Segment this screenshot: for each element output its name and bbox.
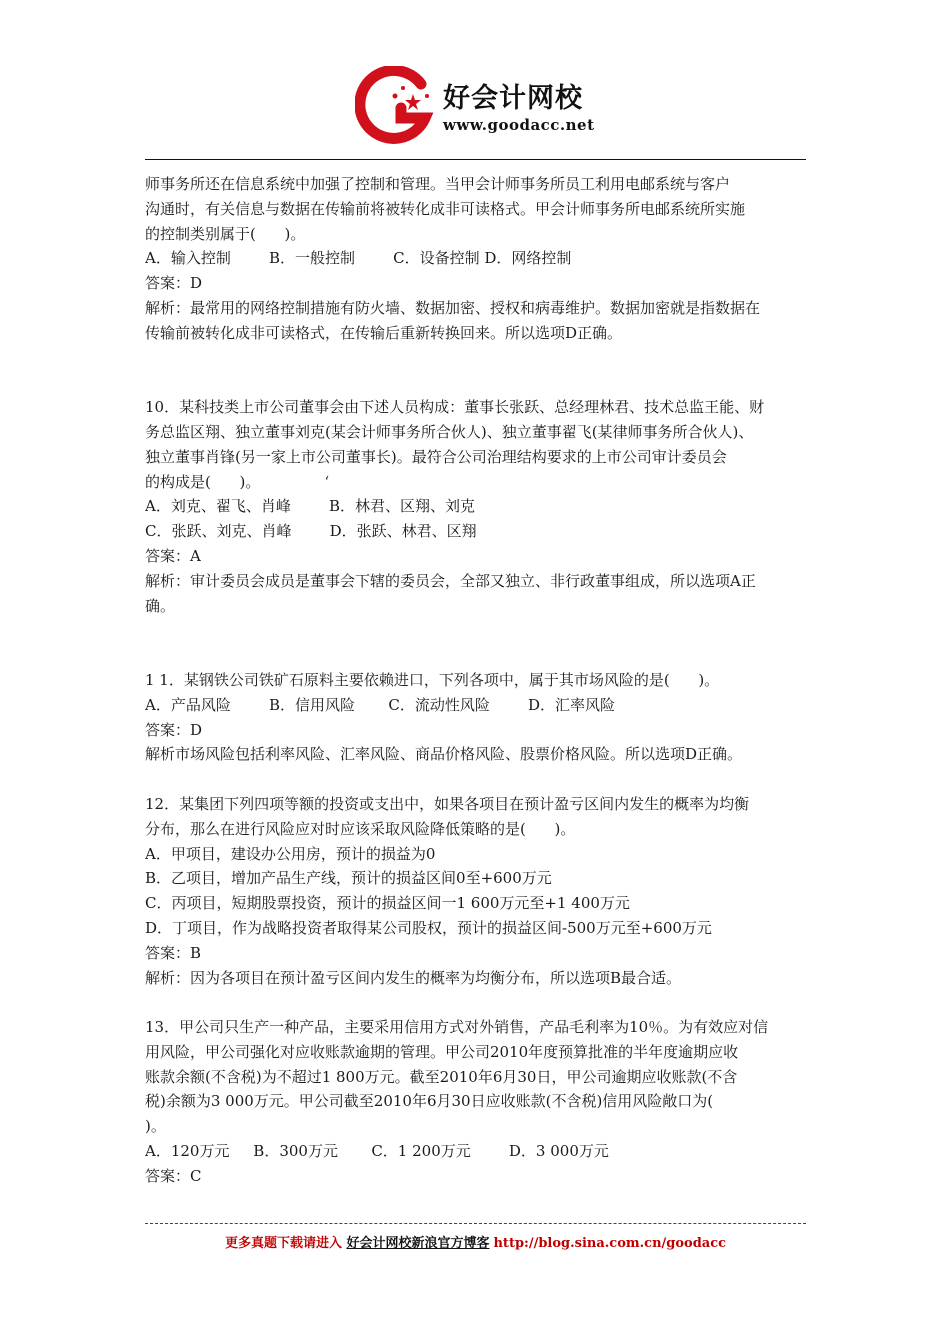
question-10-text: 的构成是( )。 bbox=[145, 472, 261, 491]
options-line: A．输入控制 B．一般控制 C．设备控制 D．网络控制 bbox=[145, 249, 572, 268]
explanation-line: 确。 bbox=[145, 596, 176, 615]
question-10-line: 10．某科技类上市公司董事会由下述人员构成：董事长张跃、总经理林君、技术总监王能、财 bbox=[145, 398, 765, 417]
brand-url: www.goodacc.net bbox=[443, 116, 595, 134]
question-13-line: 税)余额为3 000万元。甲公司截至2010年6月30日应收账款(不含税)信用风险敞口为( bbox=[145, 1092, 714, 1111]
option-line: A．甲项目，建设办公用房，预计的损益为0 bbox=[145, 844, 436, 863]
option-line: D．丁项目，作为战略投资者取得某公司股权，预计的损益区间-500万元至+600万元 bbox=[145, 918, 712, 937]
option-line: B．乙项目，增加产品生产线，预计的损益区间0至+600万元 bbox=[145, 869, 552, 888]
question-content bbox=[145, 172, 810, 1189]
question-13-line: 13．甲公司只生产一种产品，主要采用信用方式对外销售，产品毛利率为10％。为有效应对信 bbox=[145, 1018, 769, 1037]
blog-link[interactable]: 好会计网校新浪官方博客 bbox=[346, 1236, 490, 1251]
spacer bbox=[145, 346, 810, 396]
question-13-line: 用风险，甲公司强化对应收账款逾期的管理。甲公司2010年度预算批准的半年度逾期应收 bbox=[145, 1042, 739, 1061]
answer-line: 答案：A bbox=[145, 546, 201, 565]
option-line: C．丙项目，短期股票投资，预计的损益区间一1 600万元至+1 400万元 bbox=[145, 894, 630, 913]
question-10-line bbox=[145, 470, 810, 495]
options-line: A．刘克、翟飞、肖峰 B．林君、区翔、刘克 bbox=[145, 497, 476, 516]
question-11-line: 1 1．某钢铁公司铁矿石原料主要依赖进口，下列各项中，属于其市场风险的是( )。 bbox=[145, 670, 720, 689]
stray-mark: ‘ bbox=[324, 472, 330, 491]
page-footer bbox=[145, 1232, 806, 1251]
explanation-line: 解析市场风险包括利率风险、汇率风险、商品价格风险、股票价格风险。所以选项D正确。 bbox=[145, 745, 743, 764]
goodacc-logo-icon bbox=[355, 66, 439, 144]
header-divider bbox=[145, 159, 806, 160]
question-10-line: 独立董事肖锋(另一家上市公司董事长)。最符合公司治理结构要求的上市公司审计委员会 bbox=[145, 447, 727, 466]
spacer bbox=[145, 990, 810, 1015]
options-line: A．120万元 B．300万元 C．1 200万元 D．3 000万元 bbox=[145, 1142, 609, 1161]
text-line: 沟通时，有关信息与数据在传输前将被转化成非可读格式。甲会计师事务所电邮系统所实施 bbox=[145, 199, 746, 218]
question-12-line: 12．某集团下列四项等额的投资或支出中，如果各项目在预计盈亏区间内发生的概率为均衡 bbox=[145, 794, 750, 813]
options-line: C．张跃、刘克、肖峰 D．张跃、林君、区翔 bbox=[145, 522, 477, 541]
options-line: A．产品风险 B．信用风险 C．流动性风险 D．汇率风险 bbox=[145, 695, 616, 714]
question-13-line: )。 bbox=[145, 1117, 166, 1136]
answer-line: 答案：D bbox=[145, 720, 203, 739]
question-10-line: 务总监区翔、独立董事刘克(某会计师事务所合伙人)、独立董事翟飞(某律师事务所合伙人)、 bbox=[145, 422, 754, 441]
question-12-line: 分布，那么在进行风险应对时应该采取风险降低策略的是( )。 bbox=[145, 819, 576, 838]
page-header bbox=[355, 66, 615, 146]
brand-name: 好会计网校 bbox=[443, 83, 583, 114]
blog-url[interactable]: http://blog.sina.com.cn/goodacc bbox=[493, 1236, 727, 1251]
answer-line: 答案：D bbox=[145, 274, 203, 293]
footer-prefix: 更多真题下载请进入 bbox=[224, 1236, 347, 1251]
answer-line: 答案：C bbox=[145, 1166, 202, 1185]
explanation-line: 传输前被转化成非可读格式，在传输后重新转换回来。所以选项D正确。 bbox=[145, 323, 623, 342]
explanation-line: 解析：因为各项目在预计盈亏区间内发生的概率为均衡分布，所以选项B最合适。 bbox=[145, 968, 682, 987]
explanation-line: 解析：最常用的网络控制措施有防火墙、数据加密、授权和病毒维护。数据加密就是指数据在 bbox=[145, 298, 761, 317]
spacer bbox=[145, 618, 810, 668]
explanation-line: 解析：审计委员会成员是董事会下辖的委员会，全部又独立、非行政董事组成，所以选项A正 bbox=[145, 571, 756, 590]
text-line: 的控制类别属于( )。 bbox=[145, 224, 306, 243]
text-line: 师事务所还在信息系统中加强了控制和管理。当甲会计师事务所员工利用电邮系统与客户 bbox=[145, 175, 731, 193]
footer-divider bbox=[145, 1223, 806, 1224]
question-13-line: 账款余额(不含税)为不超过1 800万元。截至2010年6月30日，甲公司逾期应收账款(不含 bbox=[145, 1067, 738, 1086]
spacer bbox=[145, 767, 810, 792]
answer-line: 答案：B bbox=[145, 943, 202, 962]
